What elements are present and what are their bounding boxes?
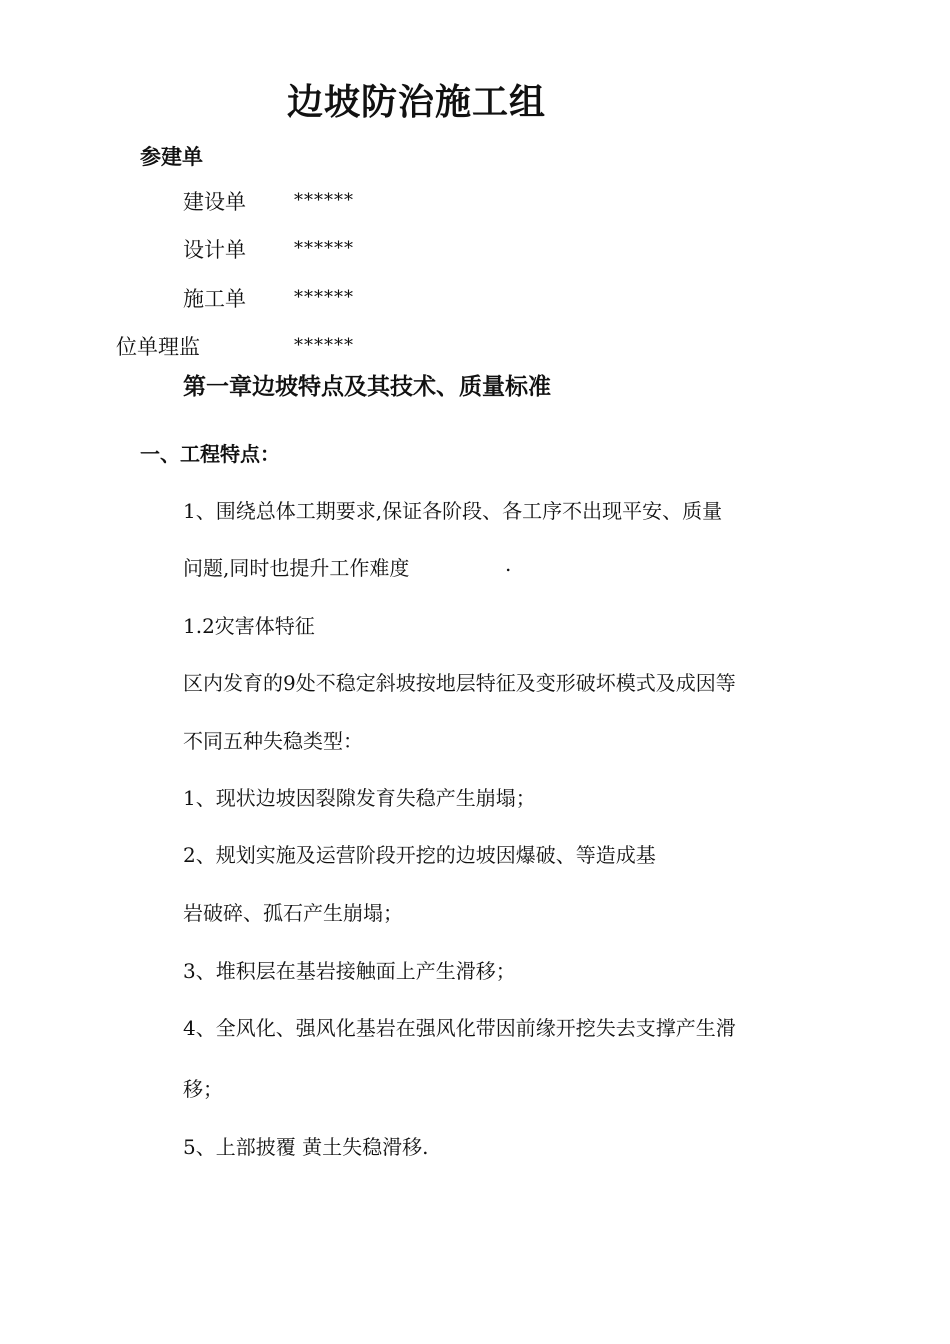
document-title: 边坡防治施工组 [287, 82, 547, 123]
unit-value-supervisor: ****** [294, 335, 354, 356]
chapter-title: 第一章边坡特点及其技术、质量标准 [183, 374, 551, 400]
unit-label-contractor: 施工单 [183, 287, 246, 311]
paragraph-line: 2、规划实施及运营阶段开挖的边坡因爆破、等造成基 [183, 843, 656, 867]
paragraph-line: 移； [183, 1077, 223, 1101]
paragraph-line: 1、现状边坡因裂隙发育失稳产生崩塌； [183, 786, 536, 810]
unit-label-design: 设计单 [183, 238, 246, 262]
paragraph-line: 4、全风化、强风化基岩在强风化带因前缘开挖失去支撑产生滑 [183, 1016, 736, 1040]
paragraph-line: . [505, 552, 512, 576]
paragraph-line: 问题,同时也提升工作难度 [183, 556, 410, 580]
unit-value-construction: ****** [294, 190, 354, 211]
paragraph-line: 1、围绕总体工期要求,保证各阶段、各工序不出现平安、质量 [183, 499, 723, 523]
paragraph-line: 1.2灾害体特征 [183, 614, 315, 638]
section-title: 一、工程特点： [140, 442, 280, 466]
unit-value-contractor: ****** [294, 287, 354, 308]
unit-label-supervisor: 位单理监 [116, 335, 200, 359]
units-heading: 参建单 [140, 145, 203, 169]
paragraph-line: 3、堆积层在基岩接触面上产生滑移； [183, 959, 516, 983]
paragraph-line: 岩破碎、孤石产生崩塌； [183, 901, 403, 925]
paragraph-line: 不同五种失稳类型： [183, 729, 363, 753]
paragraph-line: 5、上部披覆 黄土失稳滑移. [183, 1135, 429, 1159]
paragraph-line: 区内发育的9处不稳定斜坡按地层特征及变形破坏模式及成因等 [183, 671, 736, 695]
unit-label-construction: 建设单 [183, 190, 246, 214]
unit-value-design: ****** [294, 238, 354, 259]
